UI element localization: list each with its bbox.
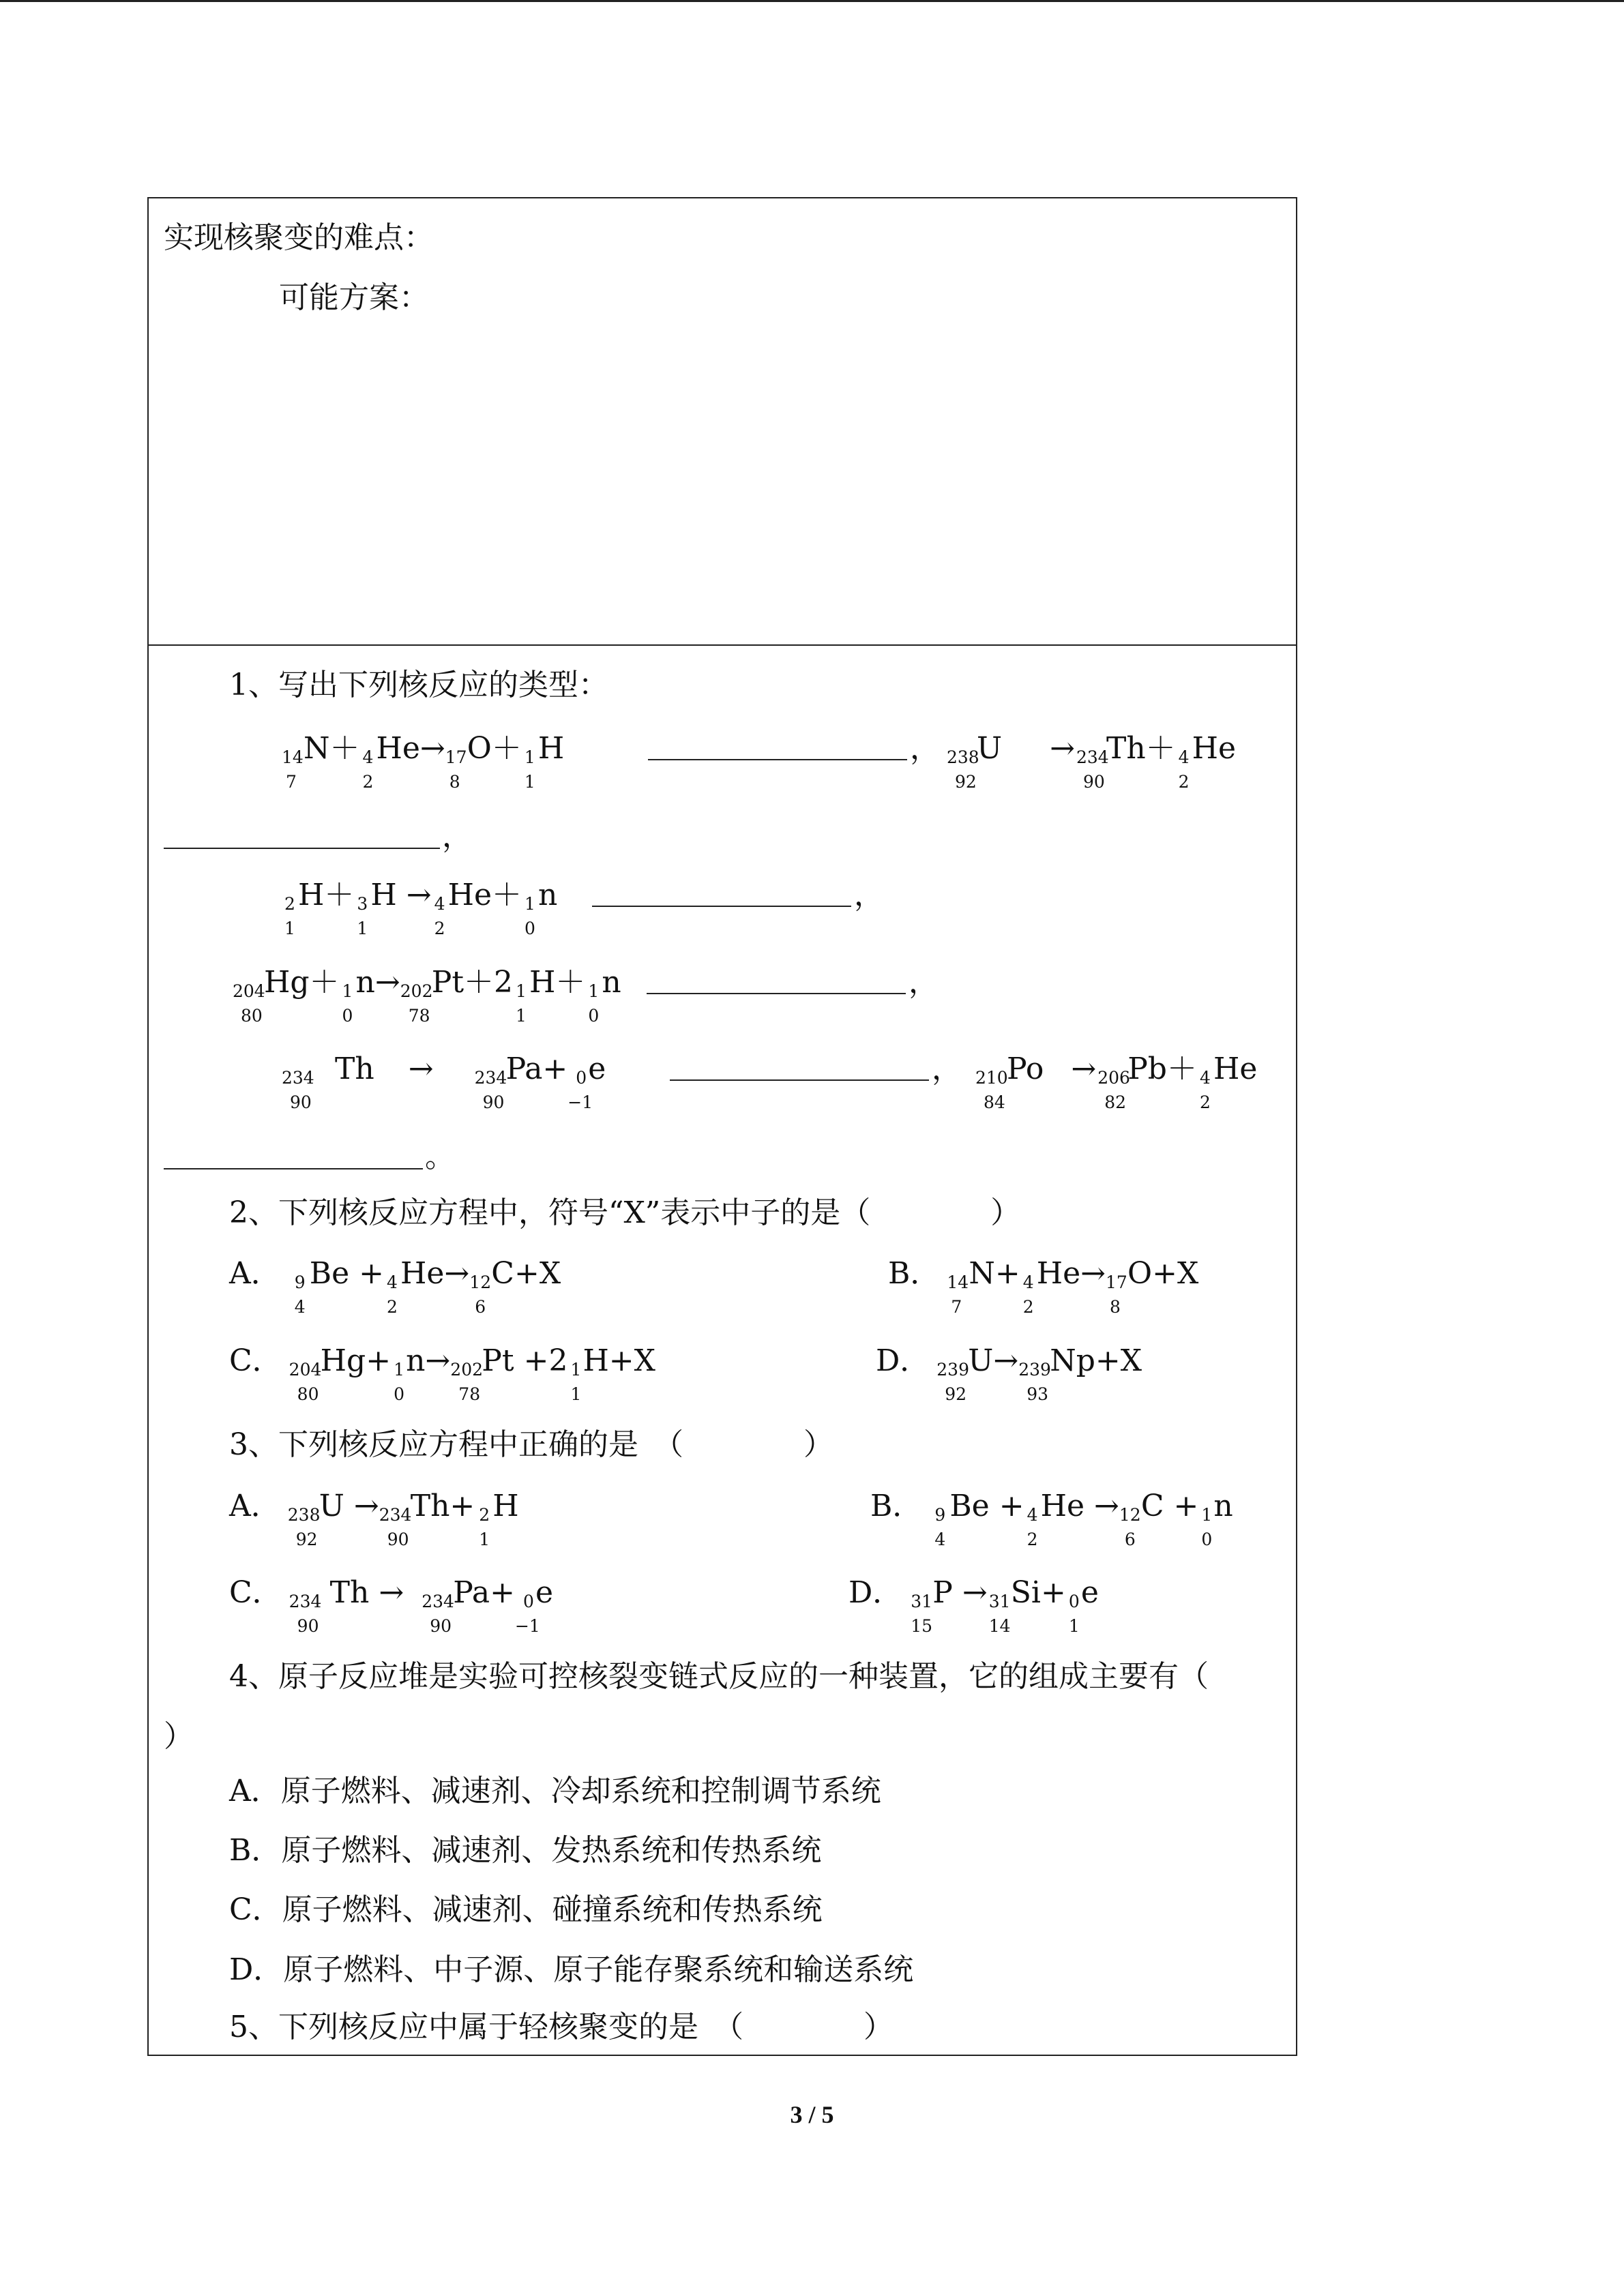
table-divider — [149, 644, 1296, 646]
q1-answer-blank-2[interactable] — [164, 822, 440, 849]
q4-option-b[interactable]: B．原子燃料、减速剂、发热系统和传热系统 — [229, 1833, 822, 1868]
q1-comma-1: ， — [910, 731, 940, 766]
q4-prompt-line-1: 4、原子反应堆是实验可控核裂变链式反应的一种装置，它的组成主要有（ — [229, 1659, 1209, 1694]
q1-prompt: 1、写出下列核反应的类型： — [229, 668, 608, 702]
q2-option-b[interactable]: B． 14 7 N+ 4 2 He→ 17 8 O+X — [888, 1256, 1199, 1317]
q1-comma-5: ， — [932, 1052, 962, 1086]
q1-comma-2: ， — [442, 819, 472, 854]
q3-option-d[interactable]: D． 31 15 P → 31 14 Si+ 0 1 e — [848, 1575, 1099, 1636]
q1-answer-blank-3[interactable] — [592, 880, 851, 907]
q1-answer-blank-4[interactable] — [647, 967, 906, 994]
q4-option-c[interactable]: C．原子燃料、减速剂、碰撞系统和传热系统 — [229, 1892, 823, 1927]
q1-answer-blank-5[interactable] — [670, 1054, 929, 1081]
q1-answer-blank-1[interactable] — [648, 733, 907, 760]
q5-prompt: 5、下列核反应中属于轻核聚变的是 （ ） — [229, 2010, 894, 2044]
q3-prompt: 3、下列核反应方程中正确的是 （ ） — [229, 1427, 833, 1462]
q1-reaction-4: 204 80 Hg＋ 1 0 n→ 202 78 Pt＋2 1 1 H＋ 1 0 n — [233, 965, 621, 1026]
q4-prompt-line-2: ） — [164, 1719, 194, 1754]
q1-reaction-5: 234 90 Th → 234 90 Pa+ 0 −1 e — [282, 1052, 606, 1112]
q3-option-c[interactable]: C． 234 90 Th → 234 90 Pa+ 0 −1 e — [229, 1575, 553, 1636]
q4-option-a[interactable]: A．原子燃料、减速剂、冷却系统和控制调节系统 — [229, 1774, 881, 1808]
q2-prompt: 2、下列核反应方程中，符号“X”表示中子的是（ ） — [229, 1195, 1021, 1230]
q2-option-c[interactable]: C． 204 80 Hg+ 1 0 n→ 202 78 Pt +2 1 1 H+X — [229, 1343, 655, 1404]
q1-reaction-1: 14 7 N＋ 4 2 He→ 17 8 O＋ 1 1 H — [282, 731, 565, 792]
possible-plan-label: 可能方案： — [279, 280, 429, 315]
q3-option-a[interactable]: A． 238 92 U → 234 90 Th+ 2 1 H — [229, 1489, 519, 1549]
q1-comma-3: ， — [854, 878, 884, 912]
top-border-line — [0, 0, 1624, 2]
q1-reaction-6: 210 84 Po → 206 82 Pb＋ 4 2 He — [975, 1052, 1258, 1112]
q4-option-d[interactable]: D．原子燃料、中子源、原子能存聚系统和输送系统 — [229, 1952, 914, 1987]
q1-period: 。 — [425, 1139, 455, 1174]
q1-reaction-3: 2 1 H＋ 3 1 H → 4 2 He＋ 1 0 n — [284, 878, 558, 938]
difficulty-heading: 实现核聚变的难点： — [164, 220, 434, 255]
q1-comma-4: ， — [909, 965, 939, 1000]
q1-answer-blank-6[interactable] — [164, 1142, 423, 1169]
page-number: 3 / 5 — [790, 2101, 834, 2128]
q2-option-a[interactable]: A． 9 4 Be + 4 2 He→ 12 6 C+X — [229, 1256, 561, 1317]
q2-option-d[interactable]: D． 239 92 U→ 239 93 Np+X — [876, 1343, 1142, 1404]
q1-reaction-2: 238 92 U → 234 90 Th＋ 4 2 He — [947, 731, 1237, 792]
worksheet-table — [147, 197, 1297, 2056]
q3-option-b[interactable]: B． 9 4 Be + 4 2 He → 12 6 C + 1 0 n — [870, 1489, 1233, 1549]
